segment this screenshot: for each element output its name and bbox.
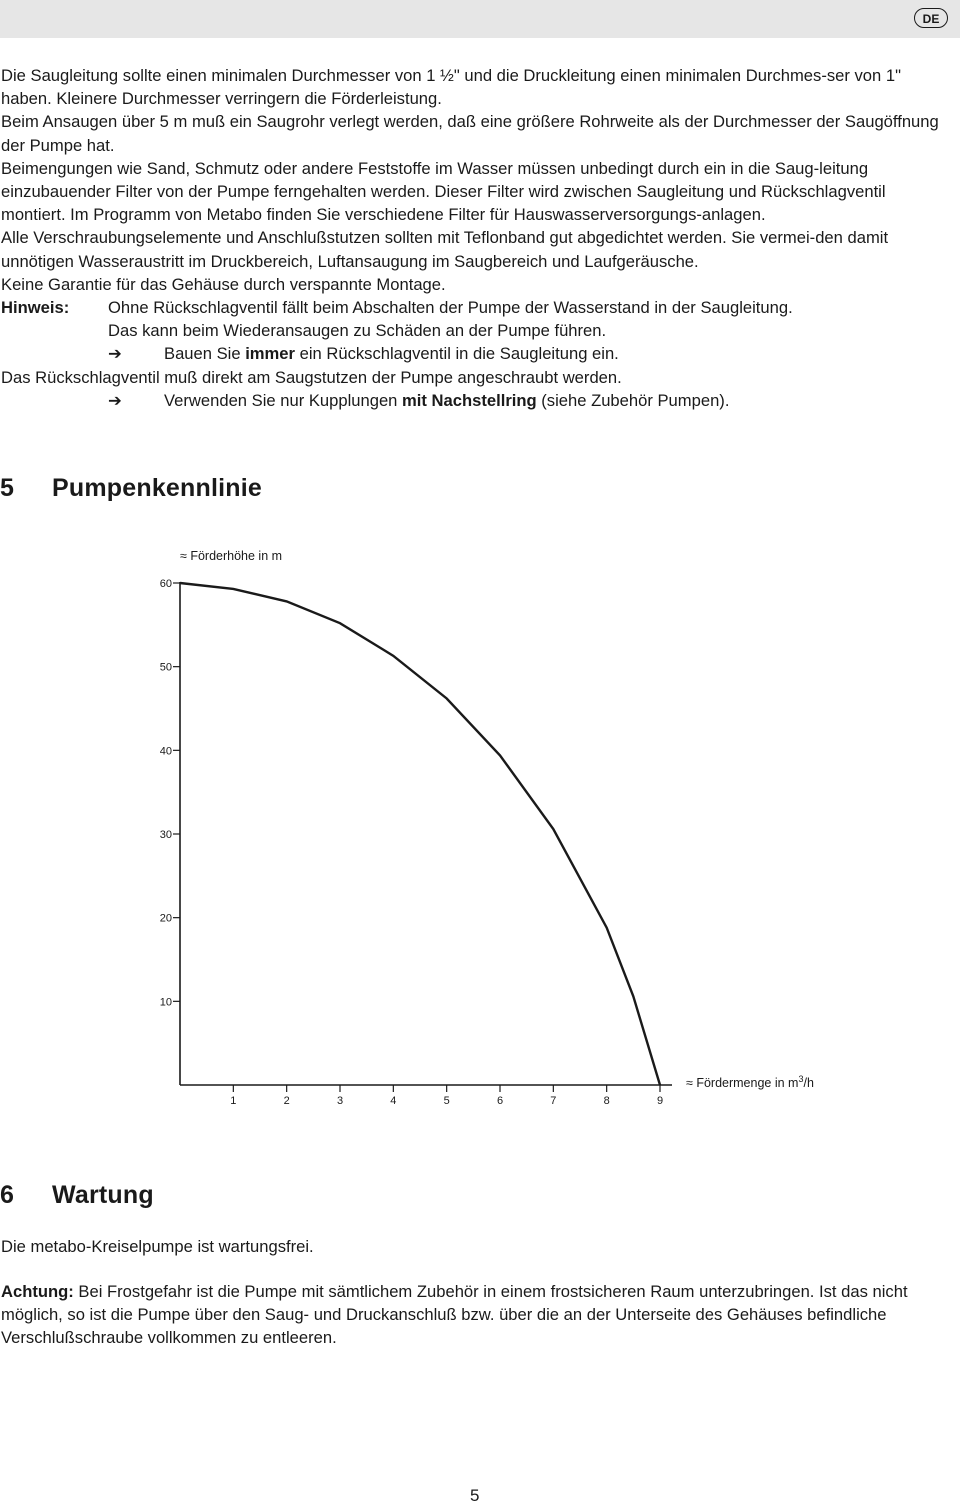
header-bar (0, 0, 960, 38)
y-tick-label: 30 (159, 829, 172, 841)
instructions-text (1, 64, 951, 412)
x-tick-label: 3 (336, 1095, 344, 1107)
x-tick-label: 4 (390, 1095, 397, 1107)
note-item-1-bold: immer (245, 344, 295, 364)
arrow-icon: ➔ (108, 390, 122, 410)
note-block (1, 296, 951, 319)
note-line-2: Das kann beim Wiederansaugen zu Schäden an der Pumpe führen. (108, 321, 607, 341)
x-axis-label: ≈ Fördermenge in $m^3/h$ (686, 1074, 814, 1090)
y-axis-label: ≈ Förderhöhe in m (180, 549, 283, 563)
warning-label: Achtung: (1, 1282, 74, 1301)
y-tick-label: 40 (159, 745, 172, 758)
x-tick-label: 5 (443, 1095, 450, 1107)
maintenance-free-note: Die metabo-Kreiselpumpe ist wartungsfrei. (1, 1237, 314, 1256)
x-tick-label: 6 (496, 1095, 504, 1107)
pump-curve-line (180, 583, 660, 1085)
y-tick-label: 10 (159, 996, 172, 1009)
x-tick-label: 7 (550, 1095, 557, 1107)
y-tick-label: 60 (159, 578, 172, 590)
warning-text: Bei Frostgefahr ist die Pumpe mit sämtlichem Zubehör in einem frostsicheren Raum unterzubringen. Ist das nicht möglich, so ist die Pumpe über den Saug- und Druckanschluß bzw. über die an der Unterseite des Gehäuses befindliche Verschlußschraube vollkommen zu entleeren. (1, 1282, 908, 1347)
note-item-1-post: ein Rückschlagventil in die Saugleitung ein. (295, 344, 619, 364)
paragraph-sealing: Alle Verschraubungselemente und Anschlußstutzen sollten mit Teflonband gut abgedichtet werden. Sie vermei-den damit unnötigen Wasseraustritt im Druckbereich, Luftansaugung im Saugbereich und Laufgeräusche. (1, 228, 889, 271)
note-line-1: Ohne Rückschlagventil fällt beim Abschalten der Pumpe der Wasserstand in der Saugleitung. (108, 298, 793, 318)
section-6-heading (0, 1181, 154, 1210)
arrow-icon: ➔ (108, 344, 122, 364)
pump-curve-chart (0, 530, 960, 1120)
section-5-heading (0, 474, 262, 503)
note-label: Hinweis: (1, 298, 70, 318)
note-item-2-pre: Verwenden Sie nur Kupplungen (164, 390, 403, 410)
note-item-1-sub: Das Rückschlagventil muß direkt am Saugstutzen der Pumpe angeschraubt werden. (1, 367, 622, 387)
page-number: 5 (470, 1486, 480, 1505)
note-item-1 (108, 342, 951, 365)
x-tick-label: 1 (230, 1095, 237, 1107)
x-ticks (230, 1085, 663, 1107)
paragraph-suction-pipe: Beim Ansaugen über 5 m muß ein Saugrohr verlegt werden, daß eine größere Rohrweite als der Durchmesser der Saugöffnung der Pumpe hat. (1, 112, 939, 155)
note-item-2-bold: mit Nachstellring (402, 390, 537, 410)
section-5-number: 5 (0, 474, 15, 502)
note-item-2-post: (siehe Zubehör Pumpen). (536, 390, 730, 410)
section-6-number: 6 (0, 1181, 15, 1209)
language-badge: DE (914, 8, 948, 28)
x-tick-label: 9 (656, 1095, 664, 1107)
maintenance-text (1, 1235, 951, 1349)
y-tick-label: 50 (159, 661, 172, 674)
note-item-1-pre: Bauen Sie (164, 344, 246, 364)
paragraph-filter: Beimengungen wie Sand, Schmutz oder andere Feststoffe im Wasser müssen unbedingt durch ein in die Saug-leitung einzubauender Filter von der Pumpe ferngehalten werden. Dieser Filter wird zwischen Saugleitung und Rückschlagventil montiert. Im Programm von Metabo finden Sie verschiedene Filter für Hauswasserversorgungs-anlagen. (1, 158, 886, 225)
paragraph-warranty: Keine Garantie für das Gehäuse durch verspannte Montage. (1, 274, 446, 294)
section-5-title: Pumpenkennlinie (52, 474, 262, 502)
note-item-2 (108, 389, 951, 412)
section-6-title: Wartung (52, 1181, 154, 1209)
y-tick-label: 20 (159, 912, 172, 925)
frost-warning (1, 1280, 951, 1349)
x-tick-label: 8 (603, 1095, 610, 1107)
x-tick-label: 2 (283, 1095, 290, 1107)
paragraph-diameter: Die Saugleitung sollte einen minimalen Durchmesser von 1 ½" und die Druckleitung einen minimalen Durchmes-ser von 1" haben. Kleinere Durchmesser verringern die Förderleistung. (1, 66, 901, 109)
y-ticks (160, 578, 180, 1008)
